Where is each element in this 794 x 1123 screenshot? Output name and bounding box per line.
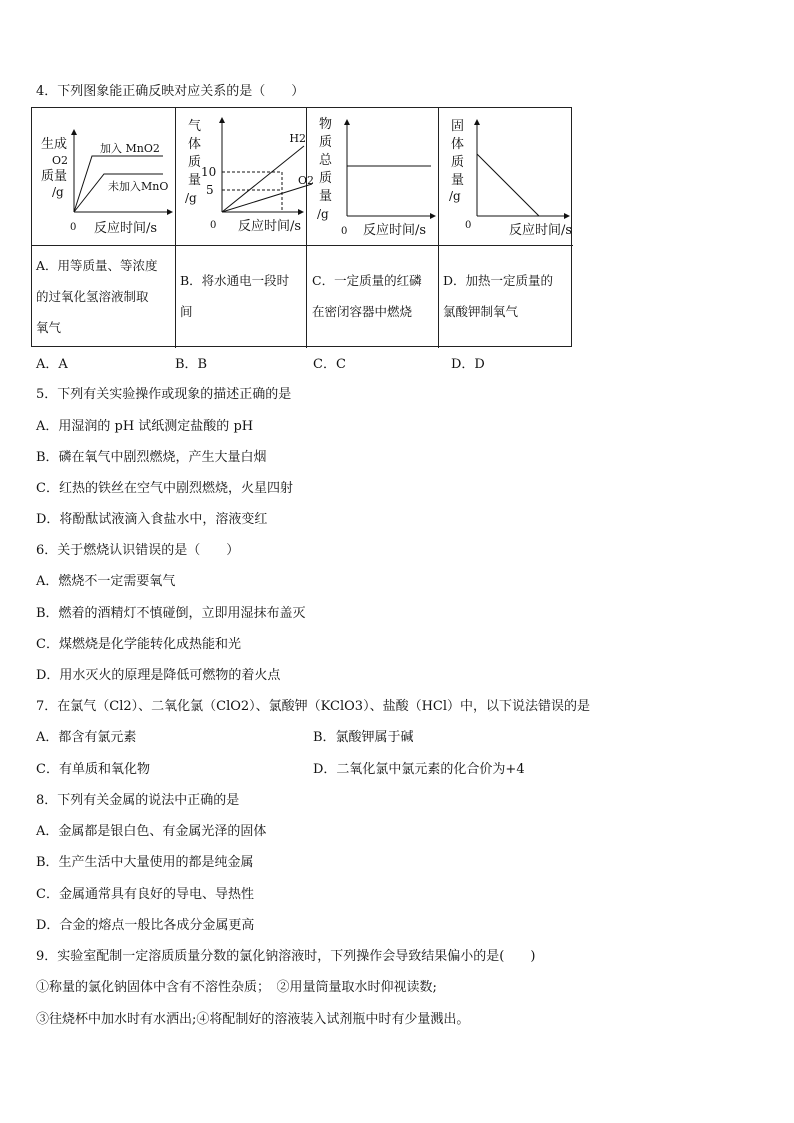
q4-option-d[interactable]: D．D xyxy=(451,357,485,372)
q8-option-b[interactable]: B．生产生活中大量使用的都是纯金属 xyxy=(36,855,254,870)
q4-cell-a-line: 氧气 xyxy=(36,320,62,335)
q9-items-line-2: ③往烧杯中加水时有水洒出;④将配制好的溶液装入试剂瓶中时有少量溅出。 xyxy=(36,1012,470,1027)
graph-d-ylabel-4: 量 xyxy=(451,173,465,188)
graph-a xyxy=(32,108,175,245)
graph-c-ylabel-4: 质 xyxy=(319,171,333,186)
graph-d-xlabel: 反应时间/s xyxy=(509,223,573,238)
q6-option-a[interactable]: A．燃烧不一定需要氧气 xyxy=(36,574,176,589)
graph-b-line-h2 xyxy=(222,146,304,212)
q6-option-b[interactable]: B．燃着的酒精灯不慎碰倒，立即用湿抹布盖灭 xyxy=(36,606,306,621)
q4-cell-b-line: B．将水通电一段时 xyxy=(180,273,290,288)
q7-option-d[interactable]: D．二氧化氯中氯元素的化合价为+4 xyxy=(313,762,525,777)
table-divider xyxy=(32,245,573,246)
q7-stem: 7．在氯气（Cl2）、二氧化氯（ClO2）、氯酸钾（KClO3）、盐酸（HCl）中，以下说法错误的是 xyxy=(36,699,591,714)
graph-a-xlabel: 反应时间/s xyxy=(94,221,158,236)
graph-c-ylabel-6: /g xyxy=(317,207,329,221)
graph-c-xlabel: 反应时间/s xyxy=(363,223,427,238)
graph-b-line-o2 xyxy=(222,184,312,212)
graph-a-ylabel-3: 质量 xyxy=(41,169,68,184)
graph-d-ylabel-1: 固 xyxy=(451,119,465,134)
q4-option-c[interactable]: C．C xyxy=(313,357,346,372)
graph-b-tick-10: 10 xyxy=(201,165,217,179)
graph-c-ylabel-1: 物 xyxy=(319,117,333,132)
q4-option-b[interactable]: B．B xyxy=(175,357,208,372)
graph-d-ylabel-5: /g xyxy=(449,189,461,203)
q4-stem: 4．下列图象能正确反映对应关系的是（ ） xyxy=(36,84,305,99)
graph-d-ylabel-3: 质 xyxy=(451,155,465,170)
graph-a-ylabel-1: 生成 xyxy=(41,137,68,152)
q5-option-d[interactable]: D．将酚酞试液滴入食盐水中，溶液变红 xyxy=(36,512,268,527)
graph-b-ylabel-1: 气 xyxy=(188,119,202,134)
q8-stem: 8．下列有关金属的说法中正确的是 xyxy=(36,793,240,808)
graph-b-ylabel-5: /g xyxy=(185,191,197,205)
graph-a-ylabel-4: /g xyxy=(52,185,64,199)
q8-option-d[interactable]: D．合金的熔点一般比各成分金属更高 xyxy=(36,918,255,933)
graph-b-xlabel: 反应时间/s xyxy=(238,219,302,234)
graph-c-ylabel-3: 总 xyxy=(319,153,333,168)
graph-d-line-mass xyxy=(477,154,539,216)
q8-option-a[interactable]: A．金属都是银白色、有金属光泽的固体 xyxy=(36,824,267,839)
graph-b-ylabel-2: 体 xyxy=(188,137,202,152)
graph-a-series-1: 加入 MnO2 xyxy=(100,142,160,155)
q4-cell-a-line: 的过氧化氢溶液制取 xyxy=(36,289,149,304)
q4-cell-c-line: 在密闭容器中燃烧 xyxy=(312,304,413,319)
graph-c-ylabel-2: 质 xyxy=(319,135,333,150)
q5-option-a[interactable]: A．用湿润的 pH 试纸测定盐酸的 pH xyxy=(36,419,254,434)
graph-b-series-h2: H2 xyxy=(289,132,306,145)
graph-a-origin: 0 xyxy=(70,222,77,233)
q4-cell-d xyxy=(443,265,571,327)
q5-option-b[interactable]: B．磷在氧气中剧烈燃烧，产生大量白烟 xyxy=(36,450,267,465)
q4-cell-c-line: C．一定质量的红磷 xyxy=(312,273,422,288)
q4-cell-c xyxy=(312,265,436,327)
graph-c-origin: 0 xyxy=(341,226,348,237)
q7-option-c[interactable]: C．有单质和氧化物 xyxy=(36,762,150,777)
graph-d xyxy=(439,108,573,245)
q4-cell-d-line: D．加热一定质量的 xyxy=(443,273,554,288)
graph-b-ylabel-4: 量 xyxy=(188,173,202,188)
q4-option-a[interactable]: A．A xyxy=(36,357,68,372)
q4-cell-a xyxy=(36,250,174,343)
graph-c-ylabel-5: 量 xyxy=(319,189,333,204)
graph-c xyxy=(307,108,438,245)
q5-stem: 5．下列有关实验操作或现象的描述正确的是 xyxy=(36,387,292,402)
graph-a-ylabel-2: O2 xyxy=(52,154,69,167)
graph-b-tick-5: 5 xyxy=(206,183,214,197)
q7-option-b[interactable]: B．氯酸钾属于碱 xyxy=(313,730,414,745)
q9-stem: 9．实验室配制一定溶质质量分数的氯化钠溶液时，下列操作会导致结果偏小的是( ) xyxy=(36,949,536,964)
graph-b-ylabel-3: 质 xyxy=(188,155,202,170)
graph-d-ylabel-2: 体 xyxy=(451,137,465,152)
q4-cell-a-line: A．用等质量、等浓度 xyxy=(36,258,158,273)
graph-b-origin: 0 xyxy=(210,220,217,231)
q6-option-d[interactable]: D．用水灭火的原理是降低可燃物的着火点 xyxy=(36,668,281,683)
graph-b-series-o2: O2 xyxy=(297,174,314,187)
q4-cell-d-line: 氯酸钾制氧气 xyxy=(443,304,519,319)
q4-graph-table xyxy=(31,107,572,347)
q4-cell-b xyxy=(180,265,304,327)
graph-b xyxy=(176,108,314,245)
q8-option-c[interactable]: C．金属通常具有良好的导电、导热性 xyxy=(36,887,254,902)
graph-a-series-2: 未加入MnO xyxy=(108,180,169,193)
q7-option-a[interactable]: A．都含有氯元素 xyxy=(36,730,137,745)
graph-d-origin: 0 xyxy=(465,220,472,231)
q5-option-c[interactable]: C．红热的铁丝在空气中剧烈燃烧，火星四射 xyxy=(36,481,293,496)
q6-option-c[interactable]: C．煤燃烧是化学能转化成热能和光 xyxy=(36,637,241,652)
q4-cell-b-line: 间 xyxy=(180,304,193,319)
q9-items-line-1: ①称量的氯化钠固体中含有不溶性杂质； ②用量筒量取水时仰视读数; xyxy=(36,980,437,995)
q6-stem: 6．关于燃烧认识错误的是（ ） xyxy=(36,543,240,558)
